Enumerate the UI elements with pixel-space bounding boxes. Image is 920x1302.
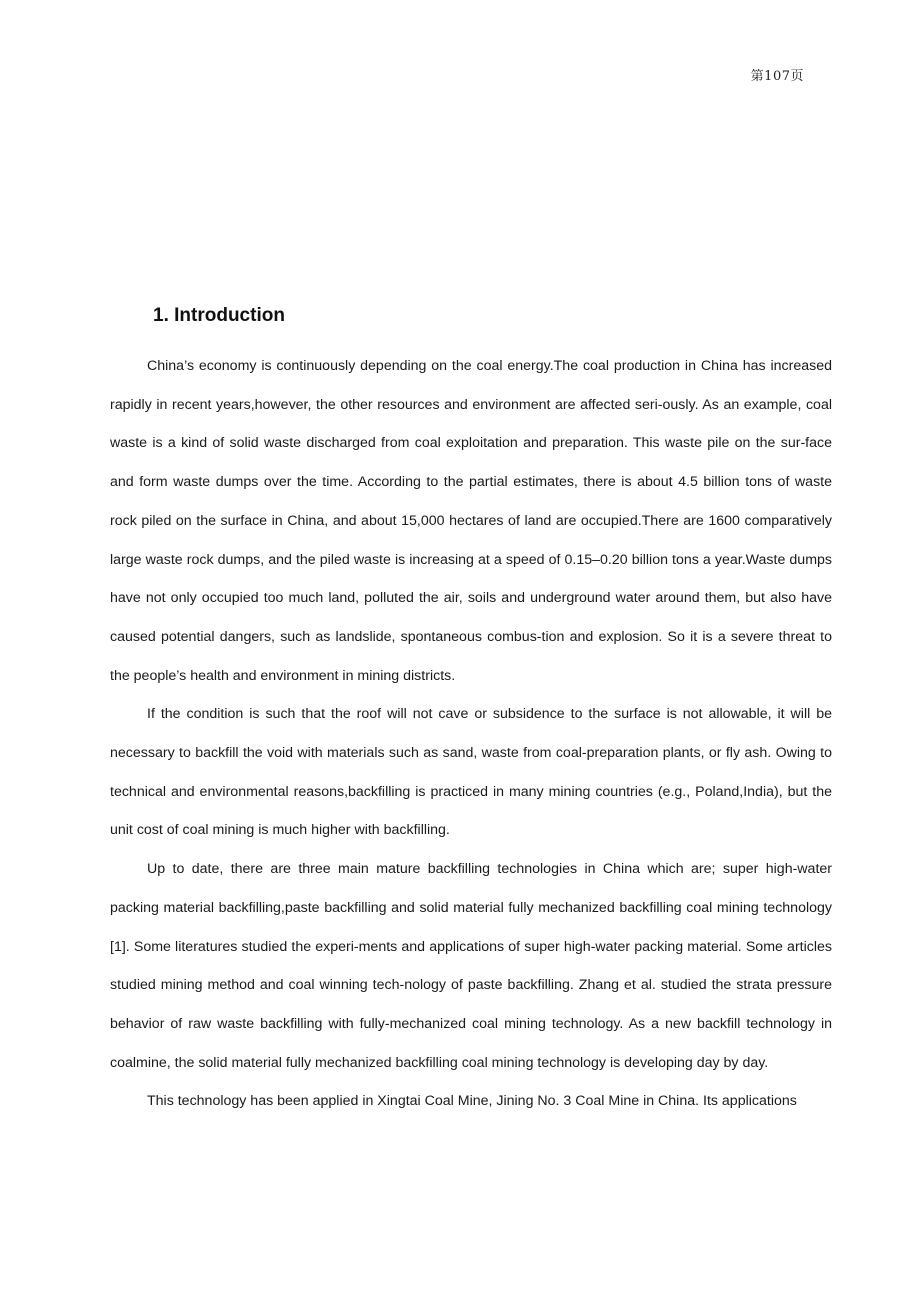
section-heading: 1. Introduction <box>153 305 285 326</box>
paragraph-4: This technology has been applied in Xingtai Coal Mine, Jining No. 3 Coal Mine in China. Its applications <box>147 1093 797 1110</box>
page-number: 第107页 <box>750 69 804 84</box>
main-content <box>110 302 832 1121</box>
paragraph-1: China’s economy is continuously depending on the coal energy.The coal production in China has increased rapidly in recent years,however, the other resources and environment are affected seri-ously. As an example, coal waste is a kind of solid waste discharged from coal exploitation and preparation. This waste pile on the sur-face and form waste dumps over the time. According to the partial estimates, there is about 4.5 billion tons of waste rock piled on the surface in China, and about 15,000 hectares of land are occupied.There are 1600 comparatively large waste rock dumps, and the piled waste is increasing at a speed of 0.15–0.20 billion tons a year.Waste dumps have not only occupied too much land, polluted the air, soils and underground water around them, but also have caused potential dangers, such as landslide, spontaneous combus-tion and explosion. So it is a severe threat to the people’s health and environment in mining districts. <box>110 358 832 684</box>
paragraph-2: If the condition is such that the roof will not cave or subsidence to the surface is not allowable, it will be necessary to backfill the void with materials such as sand, waste from coal-preparation plants, or fly ash. Owing to technical and environmental reasons,backfilling is practiced in many mining countries (e.g., Poland,India), but the unit cost of coal mining is much higher with backfilling. <box>110 706 832 839</box>
paragraph-3: Up to date, there are three main mature backfilling technologies in China which are; super high-water packing material backfilling,paste backfilling and solid material fully mechanized backfilling coal mining technology [1]. Some literatures studied the experi-ments and applications of super high-water packing material. Some articles studied mining method and coal winning tech-nology of paste backfilling. Zhang et al. studied the strata pressure behavior of raw waste backfilling with fully-mechanized coal mining technology. As a new backfill technology in coalmine, the solid material fully mechanized backfilling coal mining technology is developing day by day. <box>110 861 832 1071</box>
